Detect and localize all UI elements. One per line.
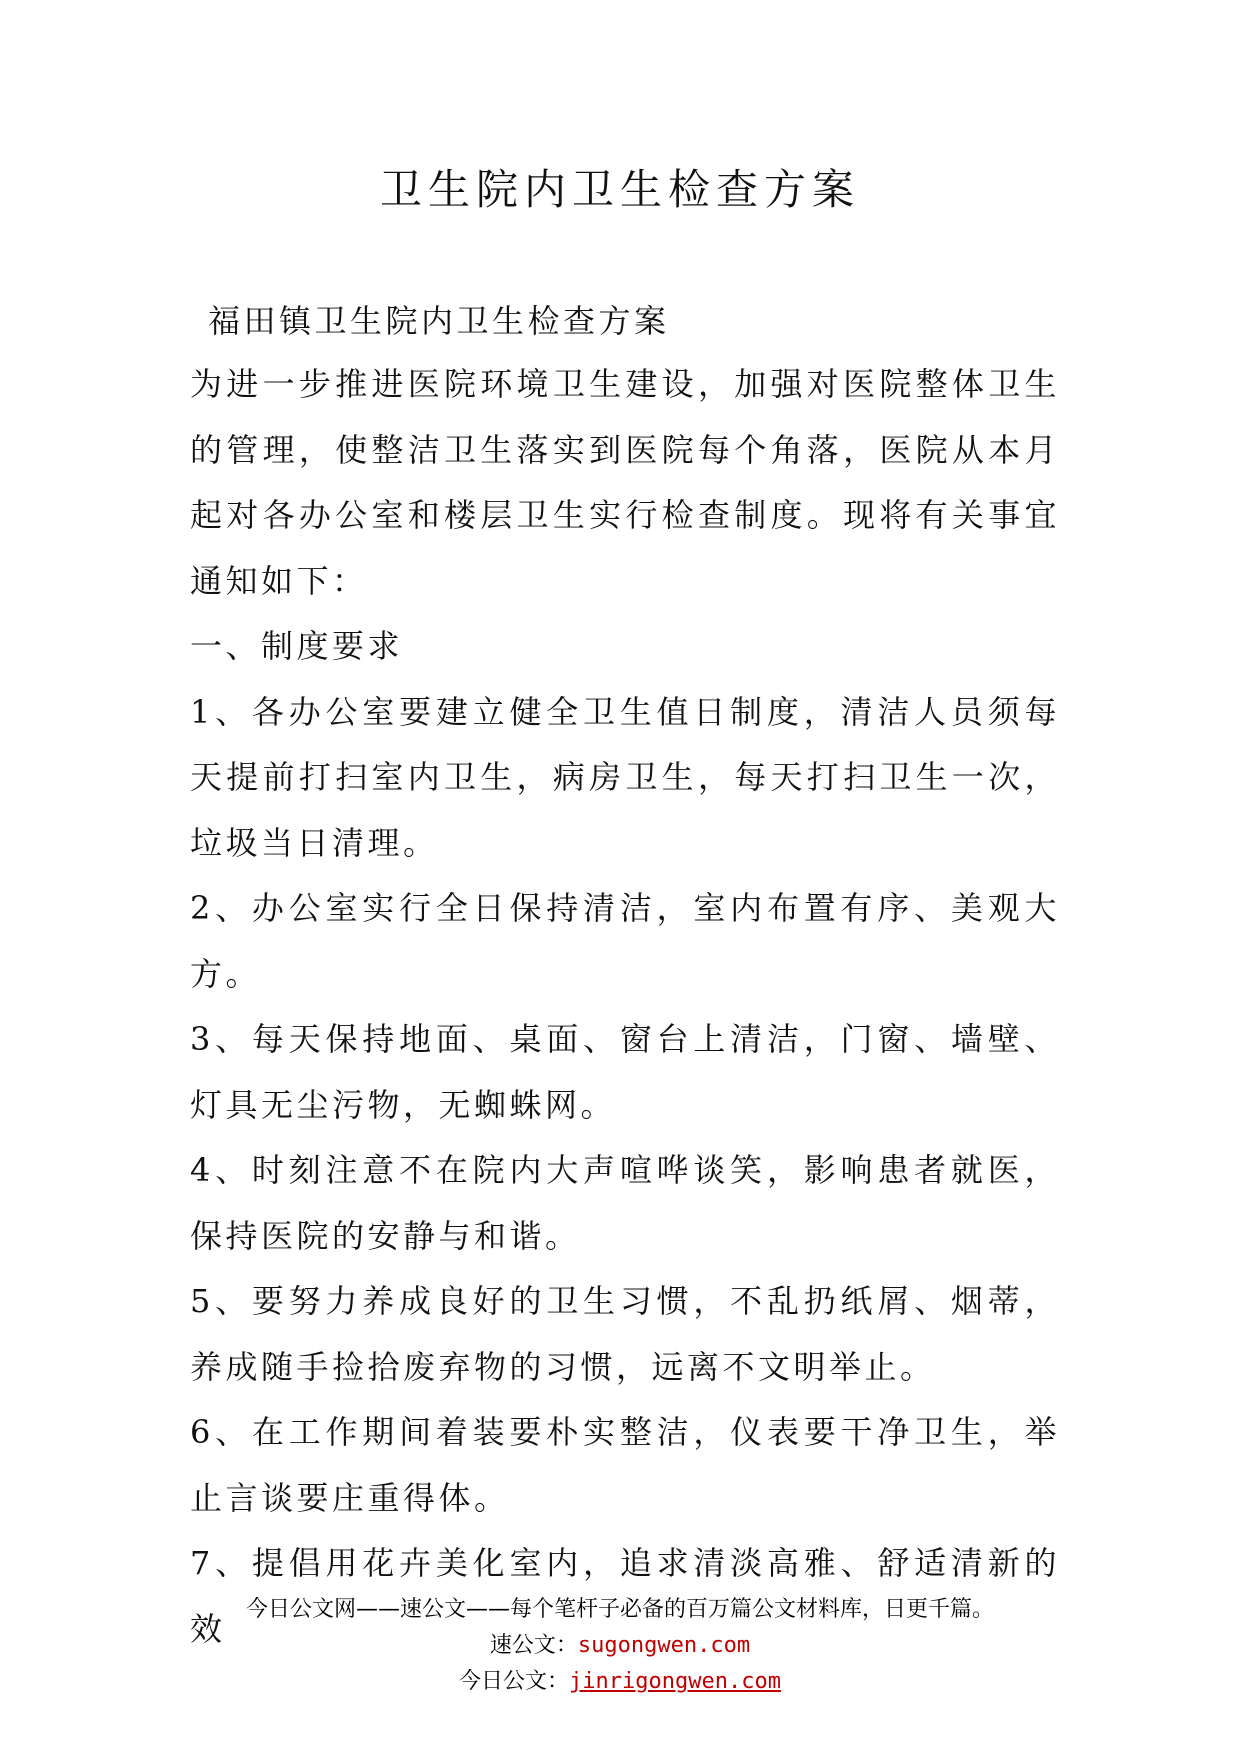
section-heading: 一、制度要求 xyxy=(190,627,404,665)
footer-sugongwen-label: 速公文： xyxy=(489,1633,578,1658)
footer-jinri-line xyxy=(0,1664,1240,1700)
document-subtitle: 福田镇卫生院内卫生检查方案 xyxy=(208,302,670,340)
rule-item-7: 7、提倡用花卉美化室内，追求清淡高雅、舒适清新的效 xyxy=(190,1544,1060,1648)
rule-item-2: 2、办公室实行全日保持清洁，室内布置有序、美观大方。 xyxy=(190,889,1060,993)
rule-item-6: 6、在工作期间着装要朴实整洁，仪表要干净卫生，举止言谈要庄重得体。 xyxy=(190,1413,1060,1517)
footer-sugongwen-line xyxy=(0,1628,1240,1664)
footer-slogan: 今日公文网——速公文——每个笔杆子必备的百万篇公文材料库，日更千篇。 xyxy=(245,1597,994,1622)
rule-item-1: 1、各办公室要建立健全卫生值日制度，清洁人员须每天提前打扫室内卫生，病房卫生，每天打扫卫生一次，垃圾当日清理。 xyxy=(190,692,1060,862)
rule-item-3: 3、每天保持地面、桌面、窗台上清洁，门窗、墙壁、灯具无尘污物，无蜘蛛网。 xyxy=(190,1020,1060,1124)
document-body xyxy=(190,290,1060,1662)
page-footer xyxy=(0,1592,1240,1700)
sugongwen-link[interactable]: sugongwen.com xyxy=(577,1633,751,1658)
rule-item-5: 5、要努力养成良好的卫生习惯，不乱扔纸屑、烟蒂，养成随手捡拾废弃物的习惯，远离不文明举止。 xyxy=(190,1282,1060,1386)
rule-item-4: 4、时刻注意不在院内大声喧哗谈笑，影响患者就医，保持医院的安静与和谐。 xyxy=(190,1151,1060,1255)
paragraph-intro: 为进一步推进医院环境卫生建设，加强对医院整体卫生的管理，使整洁卫生落实到医院每个角落，医院从本月起对各办公室和楼层卫生实行检查制度。现将有关事宜通知如下： xyxy=(190,365,1060,600)
document-title: 卫生院内卫生检查方案 xyxy=(379,165,860,214)
footer-jinri-label: 今日公文： xyxy=(459,1669,570,1694)
jinrigongwen-link[interactable]: jinrigongwen.com xyxy=(569,1669,781,1694)
